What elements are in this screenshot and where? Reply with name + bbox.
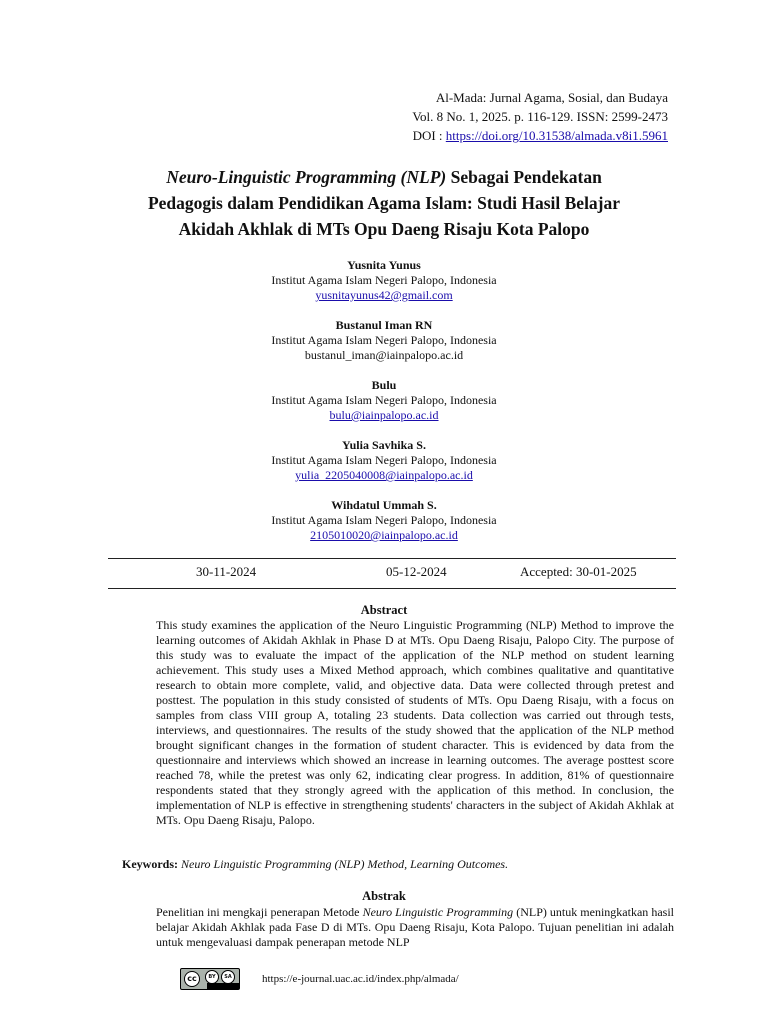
abstrak-text-after: (NLP) untuk meningkatkan hasil belajar Akidah Akhlak pada Fase D di MTs. Opu Daeng Risaju, Kota Palopo. Tujuan penelitian ini adalah untuk mengevaluasi dampak penerapan metode NLP <box>156 905 675 949</box>
author-affiliation: Institut Agama Islam Negeri Palopo, Indonesia <box>271 453 497 467</box>
journal-name: Al-Mada: Jurnal Agama, Sosial, dan Budaya <box>435 90 668 105</box>
cc-icon: cc <box>184 971 200 987</box>
cc-by-sa-icon[interactable] <box>180 968 240 990</box>
author-name: Yulia Savhika S. <box>342 438 426 452</box>
journal-doi <box>412 126 668 145</box>
keywords-text: Neuro Linguistic Programming (NLP) Method, Learning Outcomes. <box>181 857 509 871</box>
author-list <box>100 258 668 558</box>
abstrak-text-before: Penelitian ini mengkaji penerapan Metode <box>156 905 363 919</box>
author-email: bustanul_iman@iainpalopo.ac.id <box>304 348 464 362</box>
author-affiliation: Institut Agama Islam Negeri Palopo, Indonesia <box>271 333 497 347</box>
date-received: 30-11-2024 <box>196 564 257 579</box>
author-name: Wihdatul Ummah S. <box>331 498 437 512</box>
license-bar <box>207 983 239 989</box>
doi-label: DOI : <box>412 128 446 143</box>
author-name: Yusnita Yunus <box>347 258 421 272</box>
keywords-line <box>122 857 508 872</box>
title-line1: Sebagai Pendekatan <box>446 167 602 187</box>
date-accepted: Accepted: 30-01-2025 <box>520 564 637 579</box>
date-revised: 05-12-2024 <box>386 564 447 579</box>
author-email-link[interactable]: bulu@iainpalopo.ac.id <box>329 408 439 422</box>
journal-header <box>412 88 668 145</box>
author-email-link[interactable]: yusnitayunus42@gmail.com <box>315 288 453 302</box>
abstract-heading: Abstract <box>360 603 408 617</box>
author-block <box>100 498 668 543</box>
paper-title <box>100 164 668 242</box>
author-block <box>100 318 668 363</box>
author-affiliation: Institut Agama Islam Negeri Palopo, Indonesia <box>271 513 497 527</box>
doi-link[interactable]: https://doi.org/10.31538/almada.v8i1.5961 <box>445 128 668 143</box>
author-affiliation: Institut Agama Islam Negeri Palopo, Indonesia <box>271 393 497 407</box>
author-name: Bustanul Iman RN <box>335 318 433 332</box>
footer-url[interactable]: https://e-journal.uac.ac.id/index.php/almada/ <box>262 973 459 985</box>
author-block <box>100 258 668 303</box>
title-line3: Akidah Akhlak di MTs Opu Daeng Risaju Kota Palopo <box>178 219 590 239</box>
keywords-label: Keywords: <box>122 857 181 871</box>
author-affiliation: Institut Agama Islam Negeri Palopo, Indonesia <box>271 273 497 287</box>
page-footer <box>180 968 600 990</box>
by-icon: BY <box>205 970 219 984</box>
author-name: Bulu <box>371 378 397 392</box>
author-block <box>100 378 668 423</box>
author-email-link[interactable]: yulia_2205040008@iainpalopo.ac.id <box>295 468 473 482</box>
abstrak-body <box>156 905 674 950</box>
abstract-body: This study examines the application of the Neuro Linguistic Programming (NLP) Method to improve the learning outcomes of Akidah Akhlak in Phase D at MTs. Opu Daeng Risaju, Palopo City. The purpose of this study was to evaluate the impact of the application of the NLP method on student learning achievement. This study uses a Mixed Method approach, which combines qualitative and quantitative research to obtain more complete, valid, and objective data. Data were collected through pretest and posttest. The population in this study consisted of students of MTs. Opu Daeng Risaju, with a focus on samples from class VIII group A, totaling 23 students. Data collection was carried out through tests, interviews, and questionnaires. The results of the study showed that the application of the NLP method brought significant changes in the formation of student character. This is evidenced by data from the questionnaire and interviews which showed an increase in learning outcomes. The average posttest score reached 78, while the pretest was only 62, indicating clear progress. In addition, 81% of questionnaire respondents stated that they strongly agreed with the application of this method. In conclusion, the implementation of NLP is effective in strengthening students' characters in the subject of Akidah Akhlak at MTs. Opu Daeng Risaju, Palopo. <box>156 618 674 827</box>
author-email-link[interactable]: 2105010020@iainpalopo.ac.id <box>310 528 458 542</box>
title-line2: Pedagogis dalam Pendidikan Agama Islam: Studi Hasil Belajar <box>147 193 621 213</box>
divider-top <box>108 558 676 559</box>
abstrak-text-italic: Neuro Linguistic Programming <box>362 905 514 919</box>
sa-icon: SA <box>221 970 235 984</box>
author-block <box>100 438 668 483</box>
abstrak-heading: Abstrak <box>362 889 406 903</box>
title-italic-part: Neuro-Linguistic Programming (NLP) <box>166 167 447 187</box>
divider-bottom <box>108 588 676 589</box>
dates-row <box>108 564 676 582</box>
journal-volume: Vol. 8 No. 1, 2025. p. 116-129. ISSN: 2599-2473 <box>412 109 668 124</box>
